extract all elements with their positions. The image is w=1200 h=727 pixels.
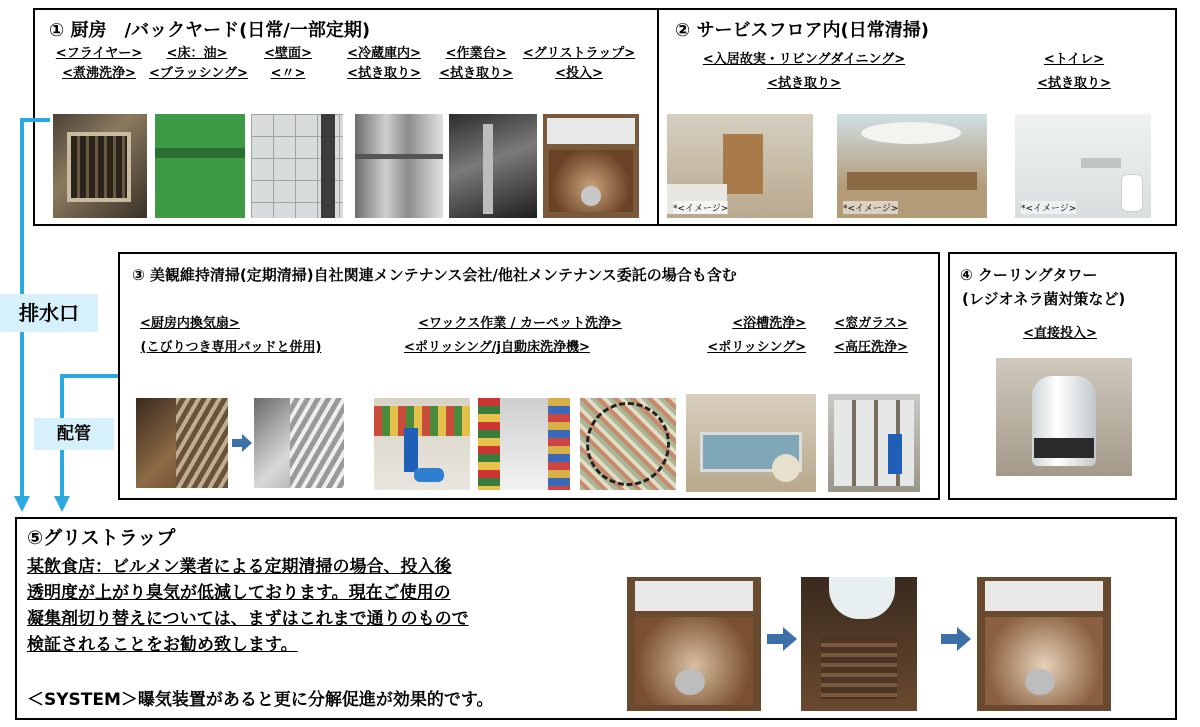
section-periodic-cleaning-title: ③ 美観維持清掃(定期清掃)自社関連メンテナンス会社/他社メンテナンス委託の場合も含む [132,266,737,284]
label-wall [253,44,323,84]
arrow-fan-before-after [232,434,252,456]
section-cooling-tower [948,252,1177,500]
photo-trap-dosing [801,577,917,711]
label-toilet-line2: <拭き取り> [1037,76,1111,91]
label-fryer [53,44,145,84]
grease-trap-line2: 透明度が上がり臭気が低減しております。現在ご使用の [27,583,451,603]
label-wall-line2: <〃> [270,66,306,81]
grease-trap-line4: 検証されることをお勧め致します。 [27,635,298,655]
label-fridge-line2: <拭き取り> [347,66,421,81]
cooling-tower-title2: (レジオネラ菌対策など) [962,290,1126,308]
label-worktable [435,44,517,84]
section-service-floor [657,8,1177,226]
arrow-trap-step1 [767,627,797,655]
cooling-tower-title1: ④ クーリングタワー [960,266,1098,284]
label-window [826,314,916,358]
caption-toilet: *<イメージ> [1021,201,1076,214]
photo-aisle [478,398,570,490]
label-wax [400,314,640,358]
label-wax-line2: <ポリッシング/j自動床洗浄機> [404,340,590,355]
label-exhaust-fan-line1: <厨房内換気扇> [140,316,240,331]
photo-trap-after [977,577,1111,711]
label-fryer-line2: <煮沸洗浄> [62,66,136,81]
photo-fridge [355,114,443,218]
photo-window [828,394,920,492]
photo-fan-before [136,398,228,488]
label-floor-line1: <床：油> [166,46,228,61]
section-periodic-cleaning [118,252,940,500]
system-note: ＜SYSTEM＞曝気装置があると更に分解促進が効果的です。 [27,690,494,710]
label-floor-line2: <ブラッシング> [149,66,248,81]
arrow-trap-step2 [941,627,971,655]
label-fridge-line1: <冷蔵庫内> [347,46,421,61]
photo-carpet [580,398,676,490]
pipe-label: 配管 [34,418,114,450]
label-greasetrap [521,44,637,84]
label-exhaust-fan-line2: (こびりつき専用パッドと併用) [140,340,322,355]
photo-fryer [53,114,147,218]
grease-trap-line3: 凝集剤切り替えについては、まずはこれまで通りのもので [27,609,469,629]
label-toilet [1019,50,1129,94]
photo-dining [837,114,987,218]
label-direct-dose: <直接投入> [1023,326,1097,341]
caption-dining: *<イメージ> [843,201,898,214]
photo-trap-before [627,577,761,711]
section-service-floor-title: ② サービスフロア内(日常清掃) [675,20,929,41]
label-worktable-line1: <作業台> [445,46,507,61]
section-grease-trap [15,517,1177,720]
section-kitchen [33,8,659,226]
label-toilet-line1: <トイレ> [1043,52,1105,67]
photo-bedroom [667,114,813,218]
label-living-line1: <入居故実・リビングダイニング> [702,52,906,67]
photo-greasetrap [543,114,639,218]
section-kitchen-title: ① 厨房 /バックヤード(日常/一部定期) [49,20,371,41]
grease-trap-line1: 某飲食店：ビルメン業者による定期清掃の場合、投入後 [27,557,452,577]
label-fridge [341,44,427,84]
photo-bath [686,394,816,492]
label-bath [694,314,806,358]
label-living [689,50,919,94]
label-living-line2: <拭き取り> [767,76,841,91]
photo-fan-after [254,398,344,488]
photo-floor [155,114,245,218]
label-bath-line1: <浴槽洗浄> [732,316,806,331]
label-worktable-line2: <拭き取り> [439,66,513,81]
label-floor [149,44,248,84]
label-greasetrap-line1: <グリストラップ> [522,46,636,61]
drain-label: 排水口 [0,294,98,332]
caption-bedroom: *<イメージ> [673,201,728,214]
photo-worktable [449,114,537,218]
label-window-line1: <窓ガラス> [834,316,908,331]
label-bath-line2: <ポリッシング> [707,340,806,355]
photo-cooling-tower [996,358,1132,476]
label-greasetrap-line2: <投入> [555,66,603,81]
label-wall-line1: <壁面> [264,46,312,61]
label-wax-line1: <ワックス作業 / カーペット洗浄> [418,316,622,331]
grease-trap-title: ⑤グリストラップ [27,527,176,549]
label-window-line2: <高圧洗浄> [834,340,908,355]
label-fryer-line1: <フライヤー> [55,46,143,61]
photo-toilet [1015,114,1151,218]
photo-wall [251,114,343,218]
label-exhaust-fan [126,314,336,358]
photo-wax-work [374,398,470,490]
